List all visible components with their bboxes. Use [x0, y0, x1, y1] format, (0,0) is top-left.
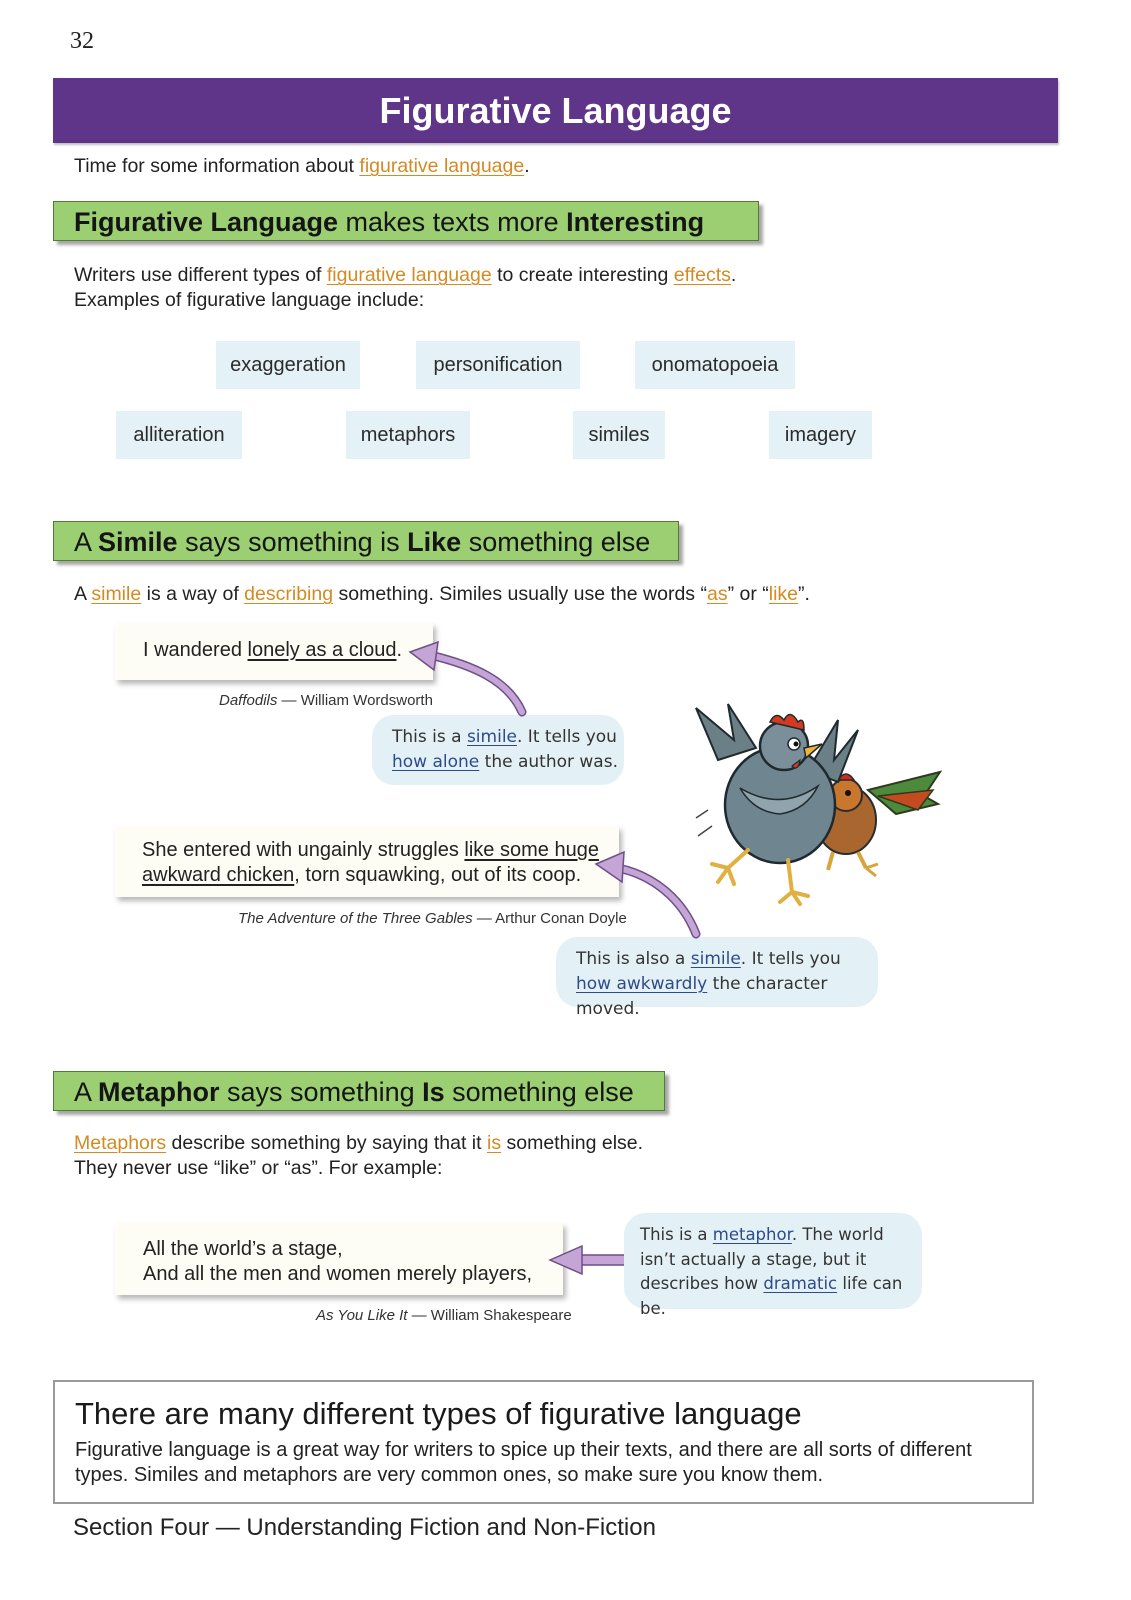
text: something else — [444, 1077, 634, 1107]
bubble-line: isn’t actually a stage, but it — [640, 1249, 867, 1269]
chip-personification: personification — [416, 341, 580, 389]
source-author: — Arthur Conan Doyle — [472, 910, 627, 927]
quote-highlight: like some huge — [464, 839, 599, 861]
arrow-to-quote-1 — [430, 655, 522, 712]
text: the author was. — [479, 752, 618, 772]
text: . It tells you — [517, 727, 617, 747]
glossary-link-as[interactable]: as — [706, 583, 728, 605]
note-link-how-alone: how alone — [392, 752, 480, 772]
summary-box — [53, 1380, 1034, 1504]
text: ”. — [798, 583, 810, 605]
rooster — [816, 772, 940, 876]
chip-exaggeration: exaggeration — [216, 341, 360, 389]
chip-onomatopoeia: onomatopoeia — [635, 341, 795, 389]
intro-text-end: . — [524, 155, 530, 177]
text: Writers use different types of — [74, 264, 327, 286]
glossary-link-describing[interactable]: describing — [244, 583, 334, 605]
text: This is also a — [576, 949, 691, 969]
metaphor-line2: They never use “like” or “as”. For example: — [74, 1157, 443, 1179]
section-heading-simile — [53, 521, 679, 561]
heading-bold-like: Like — [407, 527, 462, 557]
quote-as-you-like-it — [115, 1223, 563, 1295]
arrow-to-quote-1-fill — [430, 655, 522, 712]
hen — [696, 704, 858, 904]
chip-metaphors: metaphors — [346, 411, 470, 459]
heading-bold-1: Figurative Language — [74, 207, 339, 237]
note-bubble-metaphor — [624, 1213, 922, 1318]
summary-body: Figurative language is a great way for writers to spice up their texts, and there are all sorts of different types. Similes and metaphors are very common ones, so make sure you know them. — [75, 1439, 972, 1486]
text: something. Similes usually use the words “ — [333, 583, 707, 605]
glossary-link-figurative-language-2[interactable]: figurative language — [326, 264, 492, 286]
text: , torn squawking, out of its coop. — [294, 864, 582, 886]
chip-similes: similes — [573, 411, 665, 459]
text: . The world — [791, 1225, 884, 1244]
text: . It tells you — [740, 949, 841, 969]
source-work: Daffodils — [219, 692, 278, 709]
section1-line2: Examples of figurative language include: — [74, 289, 425, 311]
note-link-simile: simile — [466, 727, 517, 747]
section-heading-metaphor — [53, 1071, 665, 1111]
text: This is a — [640, 1225, 713, 1244]
text: is a way of — [141, 583, 245, 605]
arrows-simile — [400, 640, 710, 940]
simile-definition — [74, 582, 1074, 607]
note-bubble-simile-2 — [556, 937, 878, 1019]
source-work: The Adventure of the Three Gables — [238, 910, 473, 927]
heading-bold-metaphor: Metaphor — [98, 1077, 220, 1107]
intro-text — [74, 154, 530, 179]
text: to create interesting — [491, 264, 674, 286]
heading-bold-2: Interesting — [566, 207, 705, 237]
chip-imagery: imagery — [769, 411, 872, 459]
note-link-simile: simile — [690, 949, 741, 969]
quote-source-shakespeare — [316, 1307, 572, 1324]
arrow-to-quote-2-fill — [618, 868, 696, 934]
quote-highlight: awkward chicken — [142, 864, 295, 886]
heading-bold-is: Is — [422, 1077, 445, 1107]
text: something else. — [501, 1132, 644, 1154]
text: describes how — [640, 1274, 764, 1293]
glossary-link-is[interactable]: is — [486, 1132, 502, 1154]
arrowhead-1 — [410, 642, 438, 670]
quote-line: And all the men and women merely players, — [143, 1263, 533, 1285]
text: ” or “ — [727, 583, 769, 605]
text: I wandered — [143, 639, 248, 661]
arrowhead-3 — [550, 1246, 582, 1274]
metaphor-line1 — [74, 1131, 974, 1156]
heading-bold-simile: Simile — [98, 527, 178, 557]
chip-alliteration: alliteration — [116, 411, 242, 459]
metaphor-definition — [74, 1131, 974, 1181]
intro-text-part: Time for some information about — [74, 155, 360, 177]
glossary-link-metaphors[interactable]: Metaphors — [74, 1132, 167, 1154]
text: says something — [219, 1077, 423, 1107]
arrow-to-quote-2 — [618, 868, 696, 934]
section1-line1 — [74, 263, 974, 288]
text: . — [730, 264, 737, 286]
glossary-link-like[interactable]: like — [768, 583, 799, 605]
quote-line: All the world’s a stage, — [143, 1238, 343, 1260]
note-link-dramatic: dramatic — [763, 1274, 838, 1293]
text: describe something by saying that it — [166, 1132, 487, 1154]
section-heading-interesting — [53, 201, 759, 241]
section1-paragraph — [74, 263, 974, 313]
text: the character moved. — [576, 974, 828, 1019]
arrow-metaphor — [548, 1242, 628, 1278]
text: This is a — [392, 727, 467, 747]
glossary-link-figurative-language[interactable]: figurative language — [359, 155, 525, 177]
summary-title: There are many different types of figurative language — [75, 1396, 802, 1431]
bubble-line — [640, 1223, 922, 1248]
text: A — [74, 527, 99, 557]
source-author: — William Wordsworth — [277, 692, 433, 709]
source-author: — William Shakespeare — [407, 1307, 572, 1324]
text: She entered with ungainly struggles — [142, 839, 465, 861]
page-footer: Section Four — Understanding Fiction and Non-Fiction — [73, 1514, 656, 1541]
arrow-shaft — [576, 1255, 626, 1265]
page-number: 32 — [70, 28, 94, 54]
text: A — [74, 1077, 99, 1107]
chicken-illustration — [688, 700, 948, 910]
glossary-link-simile[interactable]: simile — [91, 583, 142, 605]
arrowhead-2 — [596, 852, 624, 882]
quote-highlight: lonely as a cloud — [247, 639, 397, 661]
text: A — [74, 583, 92, 605]
note-link-metaphor: metaphor — [712, 1225, 792, 1244]
bubble-line — [576, 972, 878, 1022]
quote-daffodils — [115, 623, 433, 680]
text: life can be. — [640, 1274, 903, 1318]
bubble-line — [576, 947, 878, 972]
text: something else — [461, 527, 651, 557]
bubble-line — [640, 1272, 922, 1321]
text: says something is — [177, 527, 408, 557]
note-link-how-awkwardly: how awkwardly — [576, 974, 708, 994]
source-work: As You Like It — [316, 1307, 408, 1324]
page-title: Figurative Language — [53, 78, 1058, 143]
text: . — [396, 639, 403, 661]
glossary-link-effects[interactable]: effects — [673, 264, 731, 286]
heading-mid: makes texts more — [338, 207, 567, 237]
